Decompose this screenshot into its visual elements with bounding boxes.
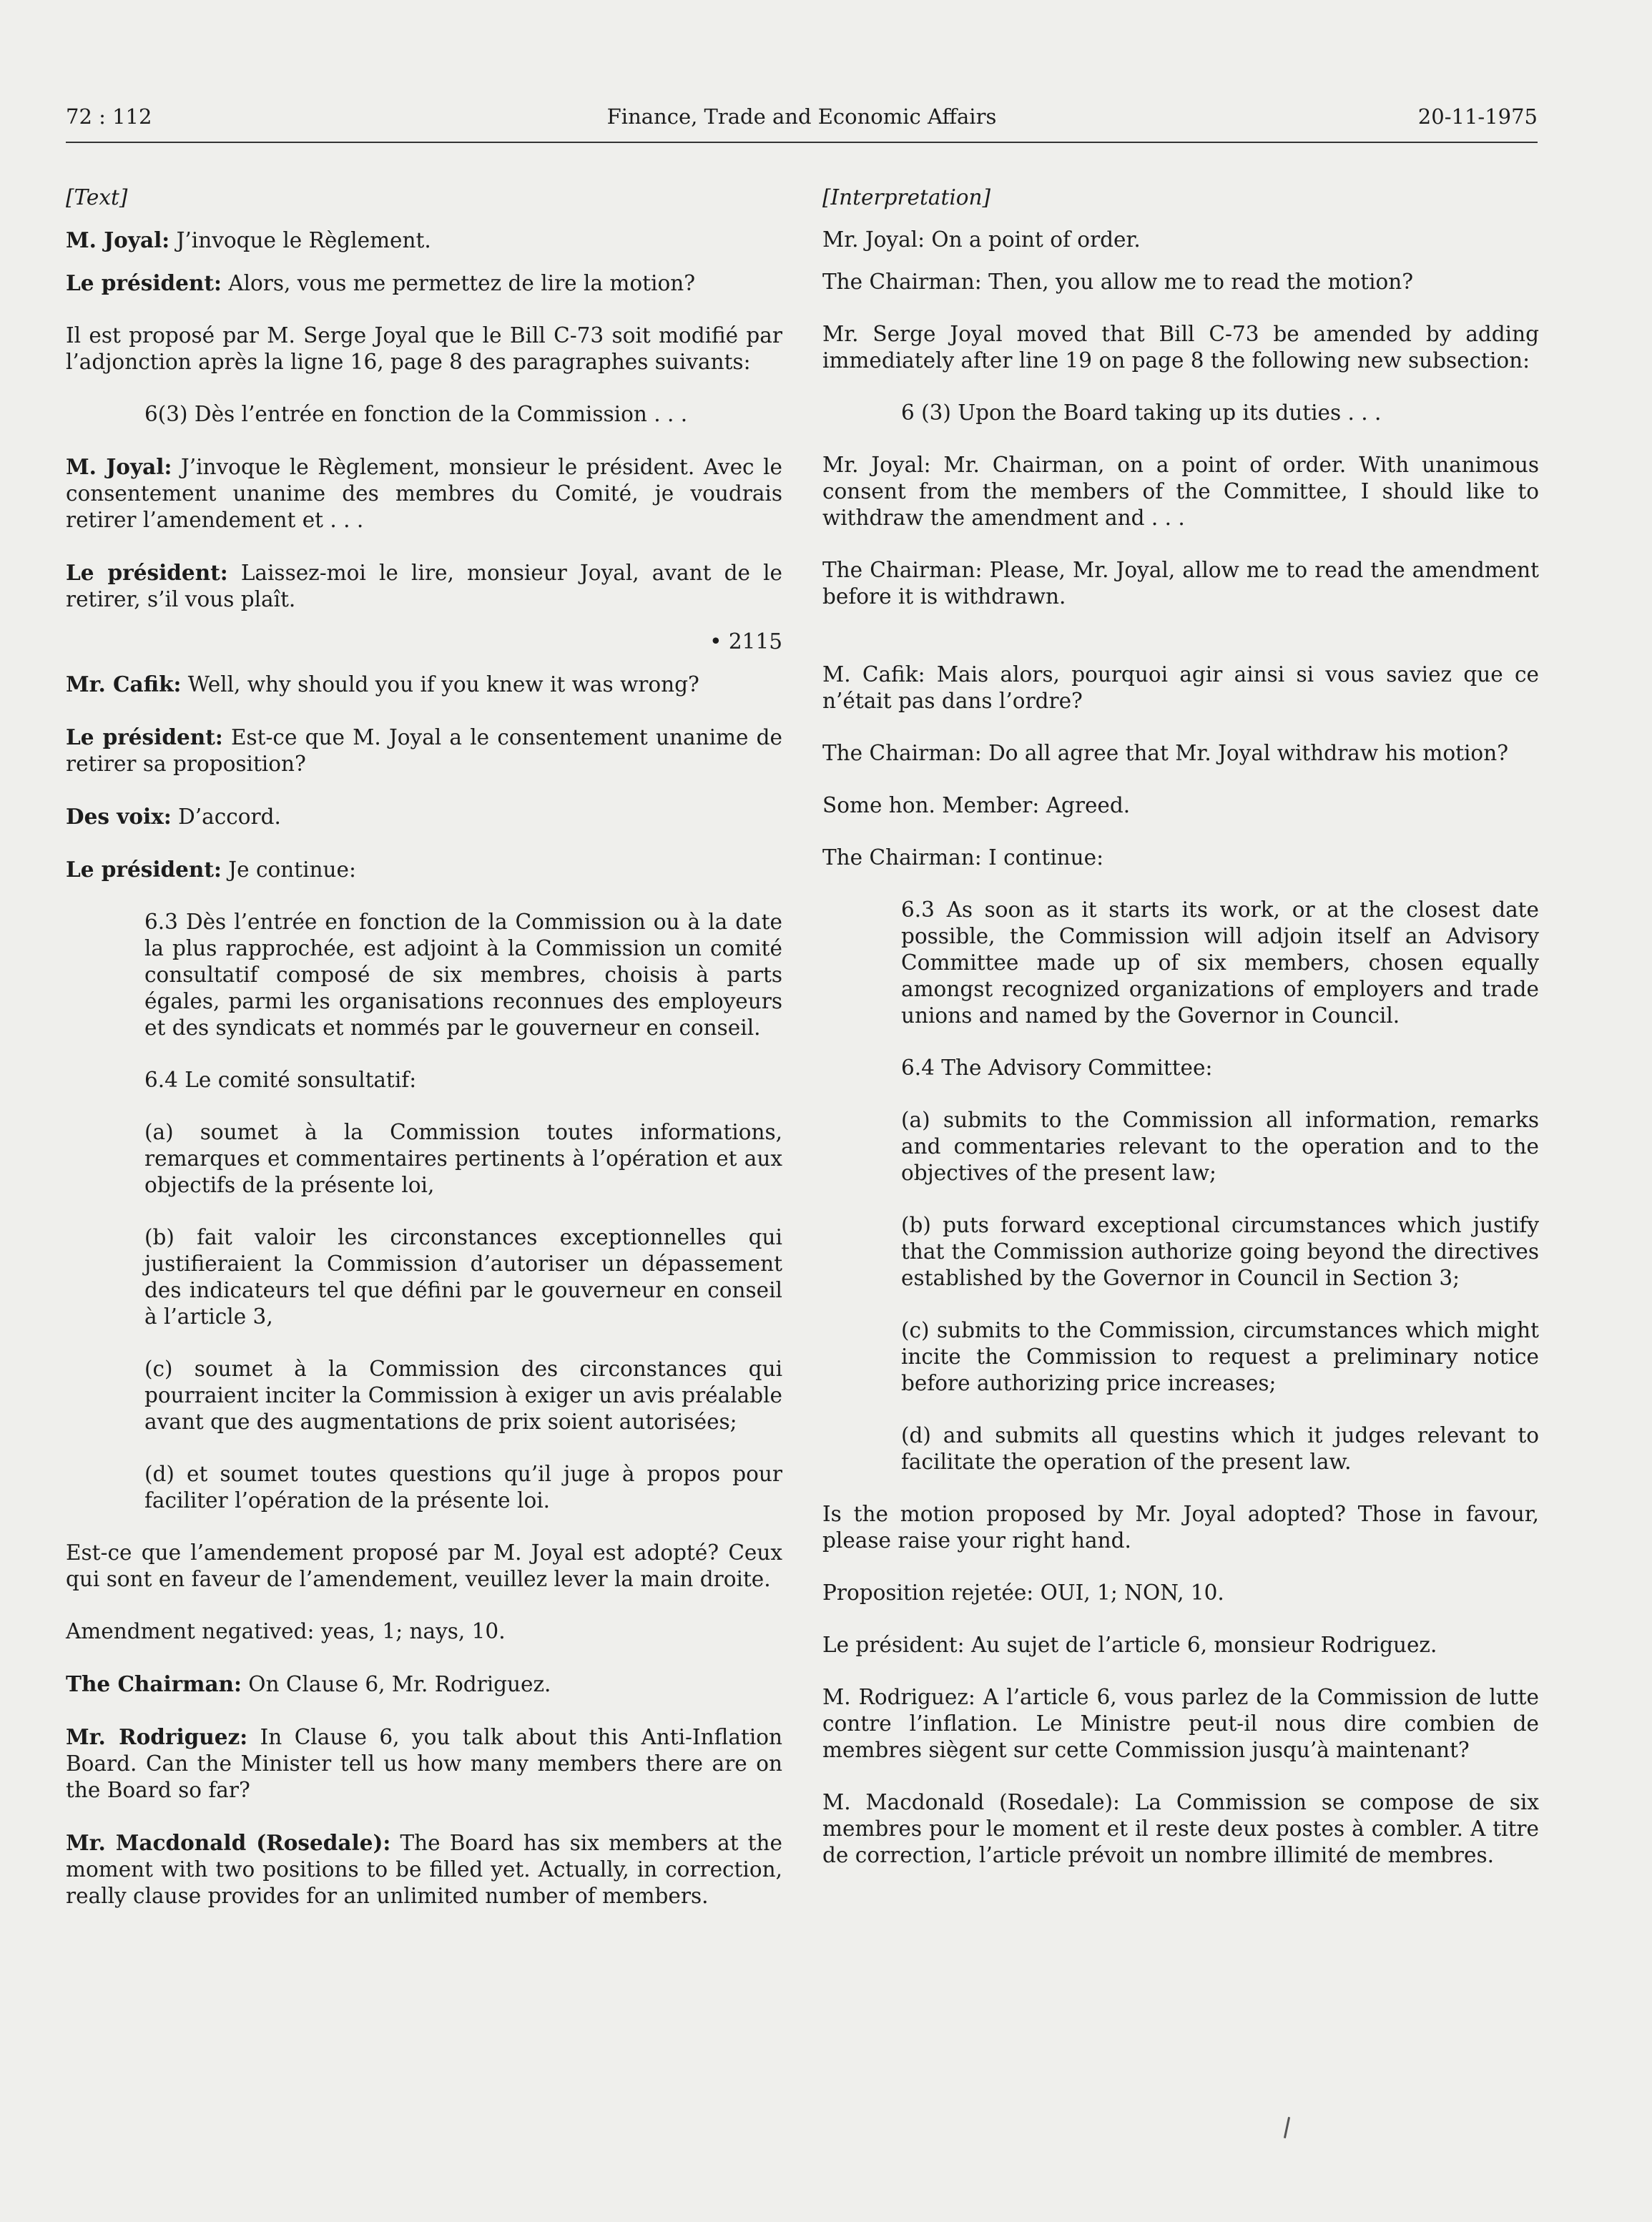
paragraph: 6(3) Dès l’entrée en fonction de la Commission . . .	[144, 402, 688, 426]
speaker: Le président:	[66, 270, 222, 295]
page-header	[66, 102, 1538, 143]
paragraph: M. Joyal: J’invoque le Règlement, monsieur le président. Avec le consentement unanime des membres du Comité, je voudrais retirer l’amendement et . . .	[66, 454, 782, 532]
paragraph: (d) et soumet toutes questions qu’il juge à propos pour faciliter l’opération de la présente loi.	[144, 1462, 782, 1513]
paragraph: (d) and submits all questins which it judges relevant to facilitate the operation of the present law.	[901, 1423, 1539, 1474]
speaker: Mr. Cafik:	[66, 672, 182, 697]
pencil-mark	[1284, 2117, 1290, 2138]
paragraph: The Chairman: I continue:	[822, 845, 1104, 870]
paragraph: 6.3 As soon as it starts its work, or at the closest date possible, the Commission will adjoin itself an Advisory Committee made up of six members, chosen equally amongst recognized organizations of employers and trade unions and named by the Governor in Council.	[901, 898, 1539, 1028]
time-marker: • 2115	[709, 629, 782, 654]
paragraph: 6.4 The Advisory Committee:	[901, 1056, 1213, 1080]
paragraph: Le président: Est-ce que M. Joyal a le consentement unanime de retirer sa proposition?	[66, 724, 782, 776]
paragraph: M. Cafik: Mais alors, pourquoi agir ainsi si vous saviez que ce n’était pas dans l’ordre?	[822, 662, 1539, 713]
speaker: Mr. Macdonald (Rosedale):	[66, 1830, 391, 1855]
paragraph: Mr. Cafik: Well, why should you if you knew it was wrong?	[66, 672, 699, 697]
paragraph: The Chairman: Please, Mr. Joyal, allow me to read the amendment before it is withdrawn.	[822, 558, 1539, 609]
paragraph: Des voix: D’accord.	[66, 804, 281, 829]
running-title: Finance, Trade and Economic Affairs	[606, 104, 997, 129]
paragraph: Il est proposé par M. Serge Joyal que le Bill C-73 soit modifié par l’adjonction après la ligne 16, page 8 des paragraphes suivants:	[66, 323, 782, 374]
speaker: M. Joyal:	[66, 454, 172, 479]
paragraph: Mr. Joyal: Mr. Chairman, on a point of order. With unanimous consent from the members of the Committee, I should like to withdraw the amendment and . . .	[822, 453, 1539, 530]
paragraph: The Chairman: Then, you allow me to read the motion?	[822, 270, 1414, 294]
spacer	[822, 636, 1539, 662]
speaker: Le président:	[66, 724, 223, 749]
speaker: Mr. Rodriguez:	[66, 1724, 248, 1749]
paragraph: Some hon. Member: Agreed.	[822, 793, 1131, 817]
paragraph: (b) puts forward exceptional circumstances which justify that the Commission authorize going beyond the directives established by the Governor in Council in Section 3;	[901, 1213, 1539, 1290]
paragraph: Le président: Au sujet de l’article 6, monsieur Rodriguez.	[822, 1633, 1437, 1657]
speaker: The Chairman:	[66, 1671, 242, 1696]
paragraph: Est-ce que l’amendement proposé par M. Joyal est adopté? Ceux qui sont en faveur de l’amendement, veuillez lever la main droite.	[66, 1540, 782, 1591]
paragraph: M. Rodriguez: A l’article 6, vous parlez de la Commission de lutte contre l’inflation. Le Ministre peut-il nous dire combien de membres siègent sur cette Commission jusqu’à maintenant?	[822, 1685, 1539, 1762]
paragraph: M. Macdonald (Rosedale): La Commission se compose de six membres pour le moment et il reste deux postes à combler. A titre de correction, l’article prévoit un nombre illimité de membres.	[822, 1790, 1539, 1867]
speaker: Le président:	[66, 857, 222, 882]
speaker: M. Joyal:	[66, 227, 170, 252]
paragraph: (c) soumet à la Commission des circonstances qui pourraient inciter la Commission à exiger un avis préalable avant que des augmentations de prix soient autorisées;	[144, 1357, 782, 1434]
paragraph: Le président: Laissez-moi le lire, monsieur Joyal, avant de le retirer, s’il vous plaît.	[66, 560, 782, 611]
paragraph: Mr. Macdonald (Rosedale): The Board has six members at the moment with two positions to be filled yet. Actually, in correction, really clause provides for an unlimited number of members.	[66, 1830, 782, 1908]
paragraph: Amendment negatived: yeas, 1; nays, 10.	[66, 1619, 506, 1643]
paragraph: Le président: Je continue:	[66, 857, 356, 882]
paragraph: M. Joyal: J’invoque le Règlement.	[66, 227, 431, 252]
page-number: 72 : 112	[66, 104, 152, 129]
paragraph: 6 (3) Upon the Board taking up its duties . . .	[901, 400, 1382, 425]
speaker: Des voix:	[66, 804, 172, 829]
paragraph: Is the motion proposed by Mr. Joyal adopted? Those in favour, please raise your right hand.	[822, 1502, 1539, 1553]
date: 20-11-1975	[1417, 104, 1538, 129]
paragraph: 6.4 Le comité sonsultatif:	[144, 1068, 417, 1092]
paragraph: Proposition rejetée: OUI, 1; NON, 10.	[822, 1581, 1224, 1605]
paragraph: Mr. Serge Joyal moved that Bill C-73 be amended by adding immediately after line 19 on page 8 the following new subsection:	[822, 322, 1539, 373]
right-column-text	[822, 185, 1539, 1894]
paragraph: (c) submits to the Commission, circumstances which might incite the Commission to request a preliminary notice before authorizing price increases;	[901, 1318, 1539, 1395]
column-label: [Text]	[66, 185, 128, 210]
speaker: Le président:	[66, 560, 228, 585]
paragraph: (a) soumet à la Commission toutes informations, remarques et commentaires pertinents à l’opération et aux objectifs de la présente loi,	[144, 1120, 782, 1197]
paragraph: Mr. Rodriguez: In Clause 6, you talk about this Anti-Inflation Board. Can the Minister tell us how many members there are on the Board so far?	[66, 1724, 782, 1802]
paragraph: (a) submits to the Commission all information, remarks and commentaries relevant to the operation and to the objectives of the present law;	[901, 1108, 1539, 1185]
paragraph: The Chairman: On Clause 6, Mr. Rodriguez.	[66, 1671, 551, 1696]
paragraph: Mr. Joyal: On a point of order.	[822, 227, 1141, 252]
paragraph: The Chairman: Do all agree that Mr. Joyal withdraw his motion?	[822, 741, 1509, 765]
paragraph: Le président: Alors, vous me permettez de lire la motion?	[66, 270, 696, 295]
column-label: [Interpretation]	[822, 185, 991, 210]
left-column-text	[66, 185, 782, 1935]
paragraph: (b) fait valoir les circonstances exceptionnelles qui justifieraient la Commission d’autoriser un dépassement des indicateurs tel que défini par le gouverneur en conseil à l’article 3,	[144, 1225, 782, 1329]
paragraph: 6.3 Dès l’entrée en fonction de la Commission ou à la date la plus rapprochée, est adjoint à la Commission un comité consultatif composé de six membres, choisis à parts égales, parmi les organisations reconnues des employeurs et des syndicats et nommés par le gouverneur en conseil.	[144, 910, 782, 1040]
